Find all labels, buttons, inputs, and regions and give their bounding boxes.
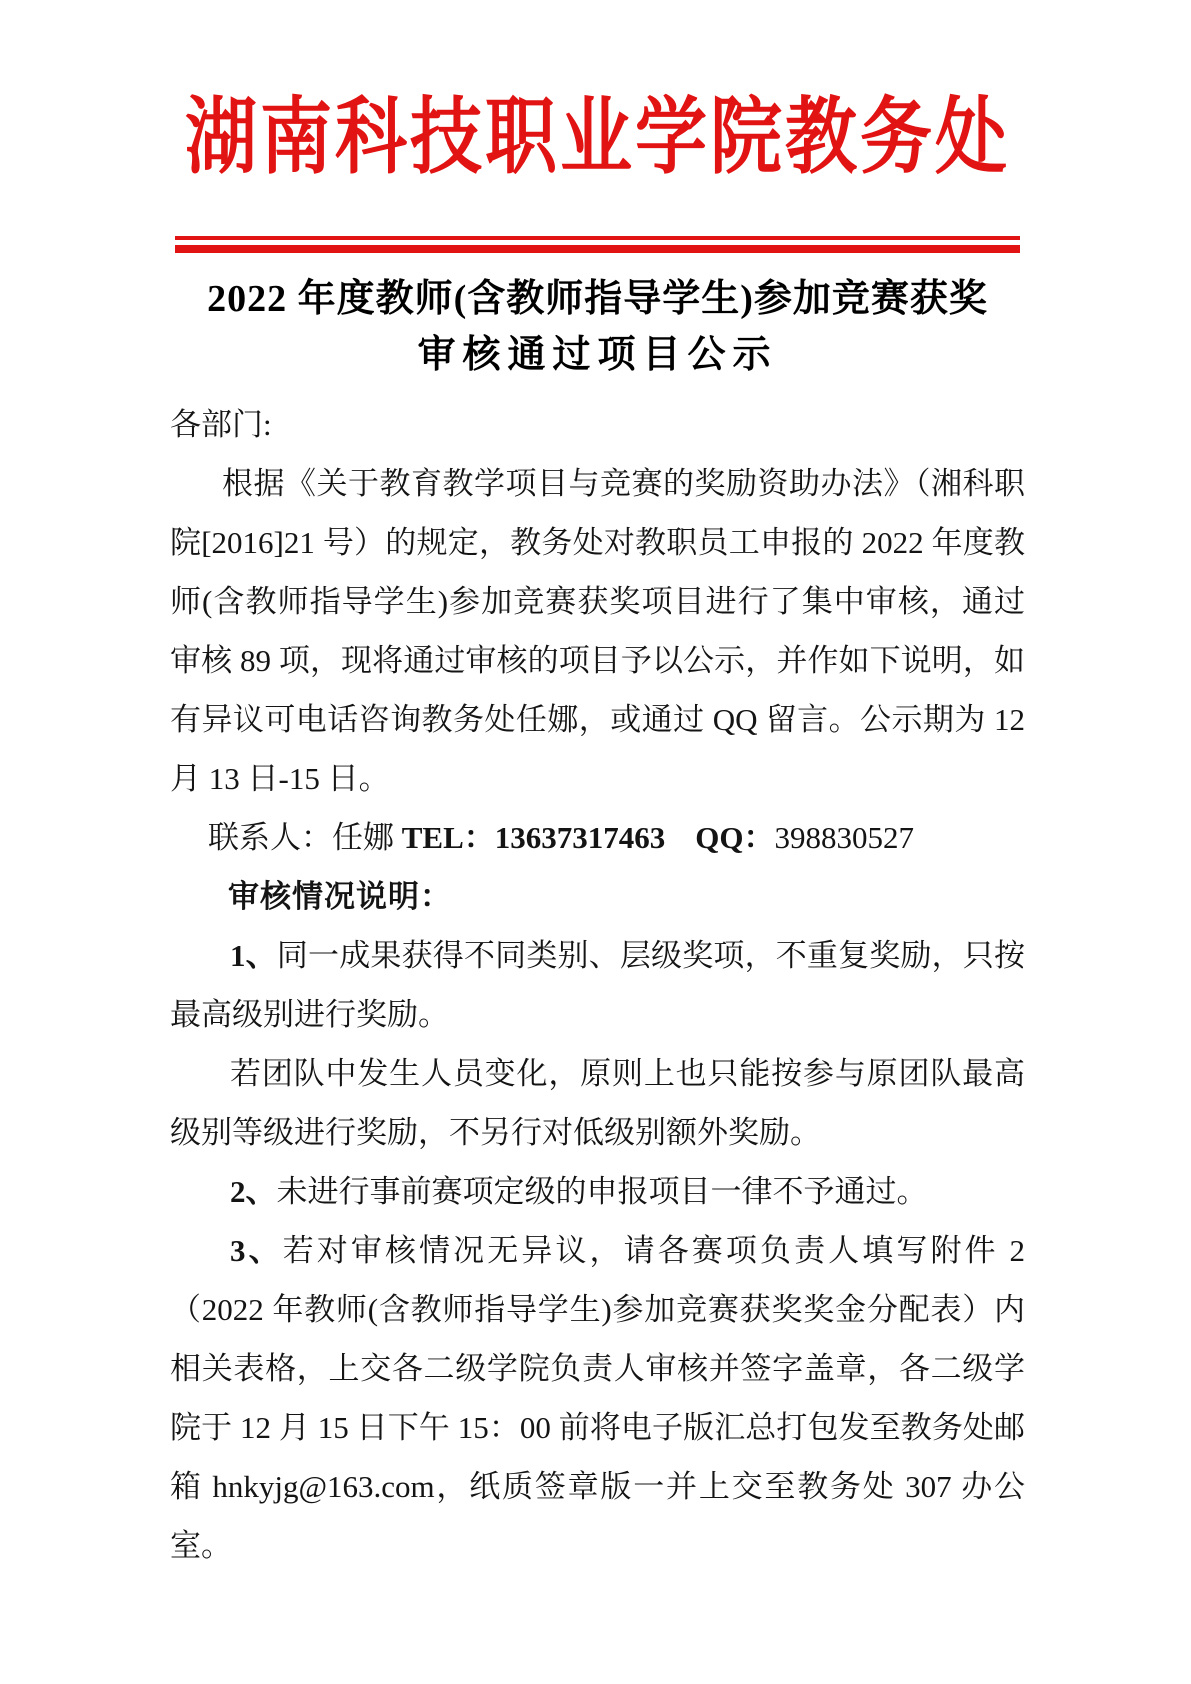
letterhead-org-title: 湖南科技职业学院教务处	[184, 91, 1010, 185]
divider-thick-rule	[175, 245, 1020, 253]
contact-qq-label: QQ：	[695, 820, 775, 855]
notice-item-3	[170, 1221, 1025, 1575]
item-number: 1、	[230, 938, 277, 973]
notice-item-1	[170, 926, 1025, 1044]
notice-item-1-continued	[170, 1044, 1025, 1162]
contact-tel-value: TEL：13637317463	[401, 820, 666, 855]
item-text: 若团队中发生人员变化，原则上也只能按参与原团队最高级别等级进行奖励，不另行对低级别额外奖励。	[170, 1056, 1025, 1150]
document-body	[170, 395, 1025, 1575]
intro-paragraph: 根据《关于教育教学项目与竞赛的奖励资助办法》（湘科职院[2016]21 号）的规定，教务处对教职员工申报的 2022 年度教师(含教师指导学生)参加竞赛获奖项目进行了集中审核，通过审核 89 项，现将通过审核的项目予以公示，并作如下说明，如有异议可电话咨询教务处任娜，或通过 QQ 留言。公示期为 12 月 13 日-15 日。	[170, 466, 1025, 796]
item-number: 3、	[230, 1233, 283, 1268]
item-text: 若对审核情况无异议，请各赛项负责人填写附件 2（2022 年教师(含教师指导学生)参加竞赛获奖奖金分配表）内相关表格，上交各二级学院负责人审核并签字盖章，各二级学院于 12 月 15 日下午 15：00 前将电子版汇总打包发至教务处邮箱 hnkyjg@163.com，纸质签章版一并上交至教务处 307 办公室。	[170, 1233, 1025, 1563]
document-title-line-2: 审核通过项目公示	[417, 334, 778, 376]
item-text: 未进行事前赛项定级的申报项目一律不予通过。	[276, 1174, 928, 1209]
contact-line	[170, 808, 1025, 867]
item-text: 同一成果获得不同类别、层级奖项，不重复奖励，只按最高级别进行奖励。	[170, 938, 1026, 1032]
salutation: 各部门:	[170, 407, 272, 442]
item-number: 2、	[230, 1174, 277, 1209]
contact-qq-value: 398830527	[774, 820, 915, 855]
document-title	[170, 271, 1025, 383]
document-title-line-1: 2022 年度教师(含教师指导学生)参加竞赛获奖	[207, 278, 988, 320]
letterhead-divider	[175, 236, 1020, 253]
notice-item-2	[170, 1162, 1025, 1221]
review-notes-heading: 审核情况说明：	[228, 879, 452, 914]
contact-name-label: 联系人：任娜	[208, 820, 402, 855]
